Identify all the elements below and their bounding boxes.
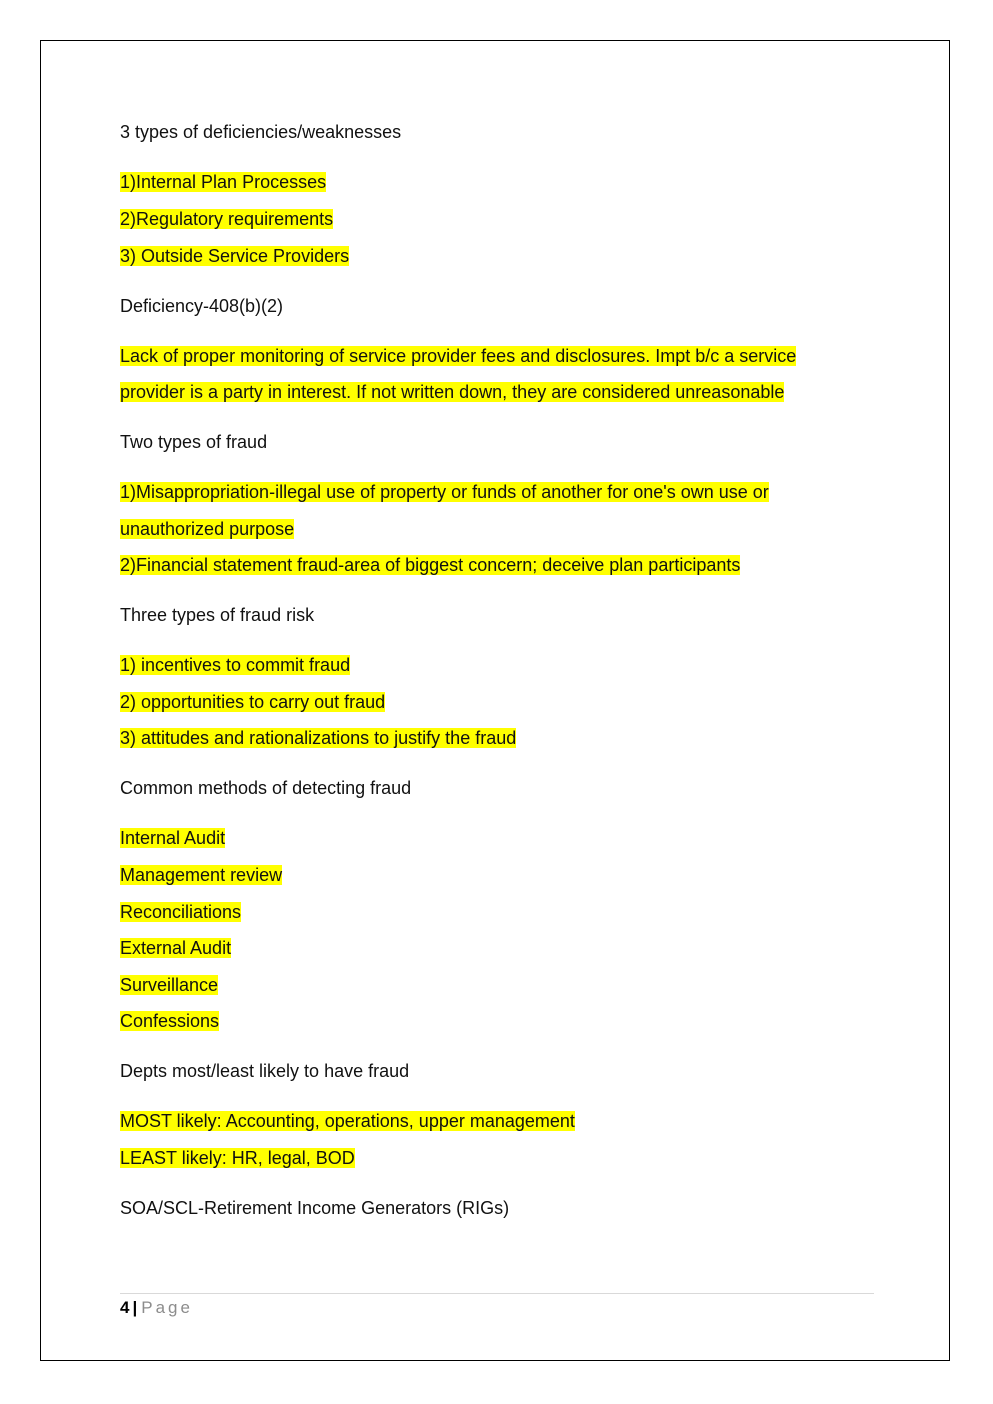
text-line <box>120 170 326 194</box>
text-line <box>120 973 218 997</box>
highlighted-text: Reconciliations <box>120 902 242 922</box>
line-text: Three types of fraud risk <box>120 605 315 625</box>
line-text: Two types of fraud <box>120 432 268 452</box>
text-line <box>120 1109 575 1133</box>
highlighted-text: provider is a party in interest. If not written down, they are considered unreasonable <box>120 382 785 402</box>
footer-separator: | <box>132 1298 138 1317</box>
highlighted-text: 3) attitudes and rationalizations to justify the fraud <box>120 728 517 748</box>
highlighted-text: MOST likely: Accounting, operations, upper management <box>120 1111 575 1131</box>
highlighted-text: Surveillance <box>120 975 219 995</box>
highlighted-text: 2) opportunities to carry out fraud <box>120 692 386 712</box>
text-line <box>120 1196 509 1220</box>
text-line <box>120 553 740 577</box>
text-line <box>120 430 267 454</box>
footer-divider <box>120 1293 874 1294</box>
page-number: 4 <box>120 1298 130 1317</box>
highlighted-text: Lack of proper monitoring of service provider fees and disclosures. Impt b/c a service <box>120 346 797 366</box>
highlighted-text: Confessions <box>120 1011 220 1031</box>
highlighted-text: Management review <box>120 865 283 885</box>
line-text: SOA/SCL-Retirement Income Generators (RIGs) <box>120 1198 510 1218</box>
text-line <box>120 344 796 368</box>
highlighted-text: External Audit <box>120 938 232 958</box>
highlighted-text: 1)Internal Plan Processes <box>120 172 327 192</box>
text-line <box>120 726 516 750</box>
text-line <box>120 244 349 268</box>
text-line <box>120 207 333 231</box>
text-line <box>120 294 283 318</box>
text-line <box>120 776 411 800</box>
text-line <box>120 380 784 404</box>
text-line <box>120 120 401 144</box>
text-line <box>120 863 282 887</box>
text-line <box>120 517 294 541</box>
text-line <box>120 900 241 924</box>
highlighted-text: 1)Misappropriation-illegal use of property or funds of another for one's own use or <box>120 482 769 502</box>
page-footer <box>120 1297 193 1319</box>
highlighted-text: LEAST likely: HR, legal, BOD <box>120 1148 355 1168</box>
highlighted-text: unauthorized purpose <box>120 519 295 539</box>
text-line <box>120 1059 409 1083</box>
page-label: Page <box>141 1298 193 1317</box>
text-line <box>120 653 350 677</box>
line-text: Deficiency-408(b)(2) <box>120 296 284 316</box>
text-line <box>120 690 385 714</box>
highlighted-text: 2)Regulatory requirements <box>120 209 334 229</box>
highlighted-text: 1) incentives to commit fraud <box>120 655 351 675</box>
line-text: Common methods of detecting fraud <box>120 778 412 798</box>
line-text: Depts most/least likely to have fraud <box>120 1061 410 1081</box>
highlighted-text: 2)Financial statement fraud-area of biggest concern; deceive plan participants <box>120 555 741 575</box>
text-line <box>120 826 225 850</box>
line-text: 3 types of deficiencies/weaknesses <box>120 122 402 142</box>
text-line <box>120 1146 355 1170</box>
highlighted-text: 3) Outside Service Providers <box>120 246 350 266</box>
text-line <box>120 1009 219 1033</box>
text-line <box>120 480 769 504</box>
highlighted-text: Internal Audit <box>120 828 226 848</box>
text-line <box>120 603 314 627</box>
text-line <box>120 936 231 960</box>
